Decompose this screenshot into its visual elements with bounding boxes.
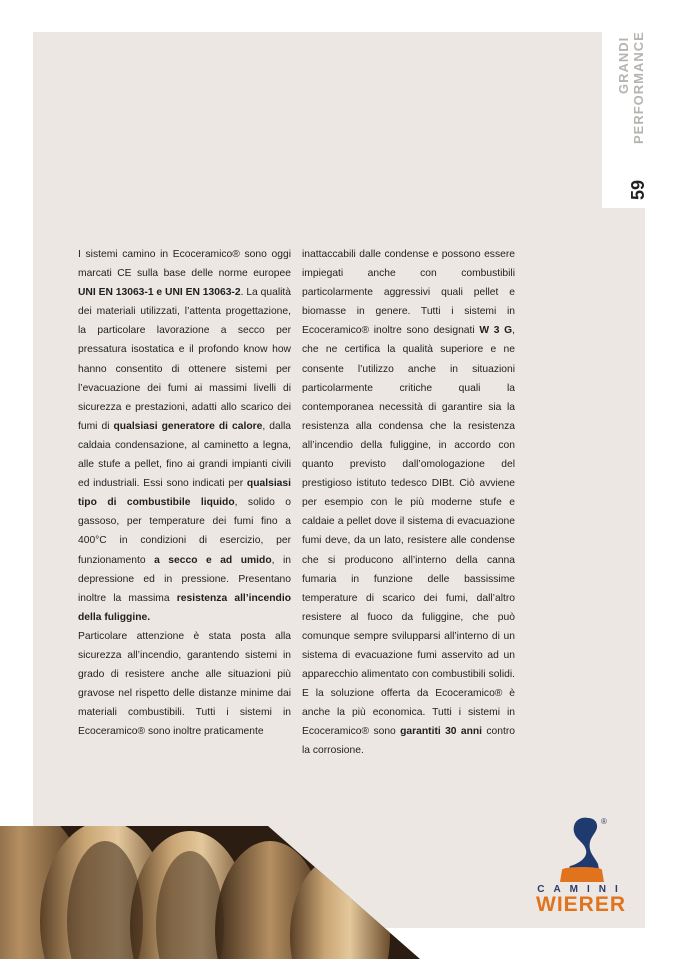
bold-text: garantiti 30 anni [400, 726, 483, 738]
ceramic-pipes-photo [0, 826, 420, 959]
section-label-line1: GRANDI [616, 36, 631, 94]
paragraph [78, 245, 291, 627]
bold-text: UNI EN 13063-1 e UNI EN 13063-2 [78, 287, 241, 299]
text-column-left [78, 245, 291, 741]
section-label [612, 32, 648, 142]
text-run: inattaccabili dalle condense e possono essere impiegati anche con combustibili particolarmente aggressivi quali pellet e biomasse in genere. Tutti i sistemi in Ecoceramico® inoltre sono designati [302, 249, 515, 337]
paragraph: Particolare attenzione è stata posta alla sicurezza all’incendio, garantendo sistemi in grado di resistere anche alle situazioni più gravose nel rispetto delle distanze minime dai materiali combustibili. Tutti i sistemi in Ecoceramico® sono inoltre praticamente [78, 630, 291, 738]
logo-text-camini: CAMINI [537, 884, 627, 895]
text-column-right [302, 245, 515, 761]
logo-text-wierer: WIERER [536, 893, 626, 916]
section-label-line2: PERFORMANCE [631, 31, 646, 144]
text-run: . La qualità dei materiali utilizzati, l’attenta progettazione, la particolare lavorazione a secco per pressatura isostatica e il profondo know how hanno consentito di ottenere sistemi per l’evacuazione dei fumi ai massimi livelli di sicurezza e prestazioni, adatti allo scarico dei fumi di [78, 287, 291, 432]
bold-text: a secco e ad umido [154, 554, 272, 566]
text-run: , solido o gassoso, per temperature dei fumi fino a 400°C in condizioni di esercizio, per funzionamento [78, 497, 291, 566]
bold-text: qualsiasi tipo di combustibile liquido [78, 478, 291, 509]
registered-mark: ® [601, 817, 607, 826]
text-run: contro la corrosione. [302, 726, 515, 757]
text-run: , che ne certifica la qualità superiore e ne consente l’utilizzo anche in situazioni particolarmente critiche quali la contemporanea necessità di garantire sia la resistenza alla condensa che la resistenza all’incendio della fuliggine, in accordo con quanto previsto dall’omologazione del prestigioso istituto tedesco DIBt. Ciò avviene per esempio con le più moderne stufe e caldaie a pellet dove il sistema di evacuazione fumi deve, da un lato, resistere alle condense che si producono all’interno della canna fumaria in funzione delle bassissime temperature di scarico dei fumi, dall’altro resistere al fuoco da fuliggine, che può comunque sempre svilupparsi all’interno di un sistema di evacuazione fumi asservito ad un apparecchio alimentato con combustibili solidi. E la soluzione offerta da Ecoceramico® è anche la più economica. Tutti i sistemi in Ecoceramico® sono [302, 325, 515, 738]
bold-text: W 3 G [479, 325, 513, 337]
text-run: , dalla caldaia condensazione, al caminetto a legna, alle stufe a pellet, fino ai grandi impianti civili ed industriali. Essi sono indicati per [78, 420, 291, 490]
bold-text: resistenza all’incendio della fuliggine. [78, 592, 291, 623]
paragraph [302, 245, 515, 761]
text-run: , in depressione ed in pressione. Presentano inoltre la massima [78, 554, 291, 604]
bold-text: qualsiasi generatore di calore [113, 420, 263, 432]
text-run: I sistemi camino in Ecoceramico® sono oggi marcati CE sulla base delle norme europee [78, 249, 291, 280]
page-number: 59 [628, 179, 648, 200]
